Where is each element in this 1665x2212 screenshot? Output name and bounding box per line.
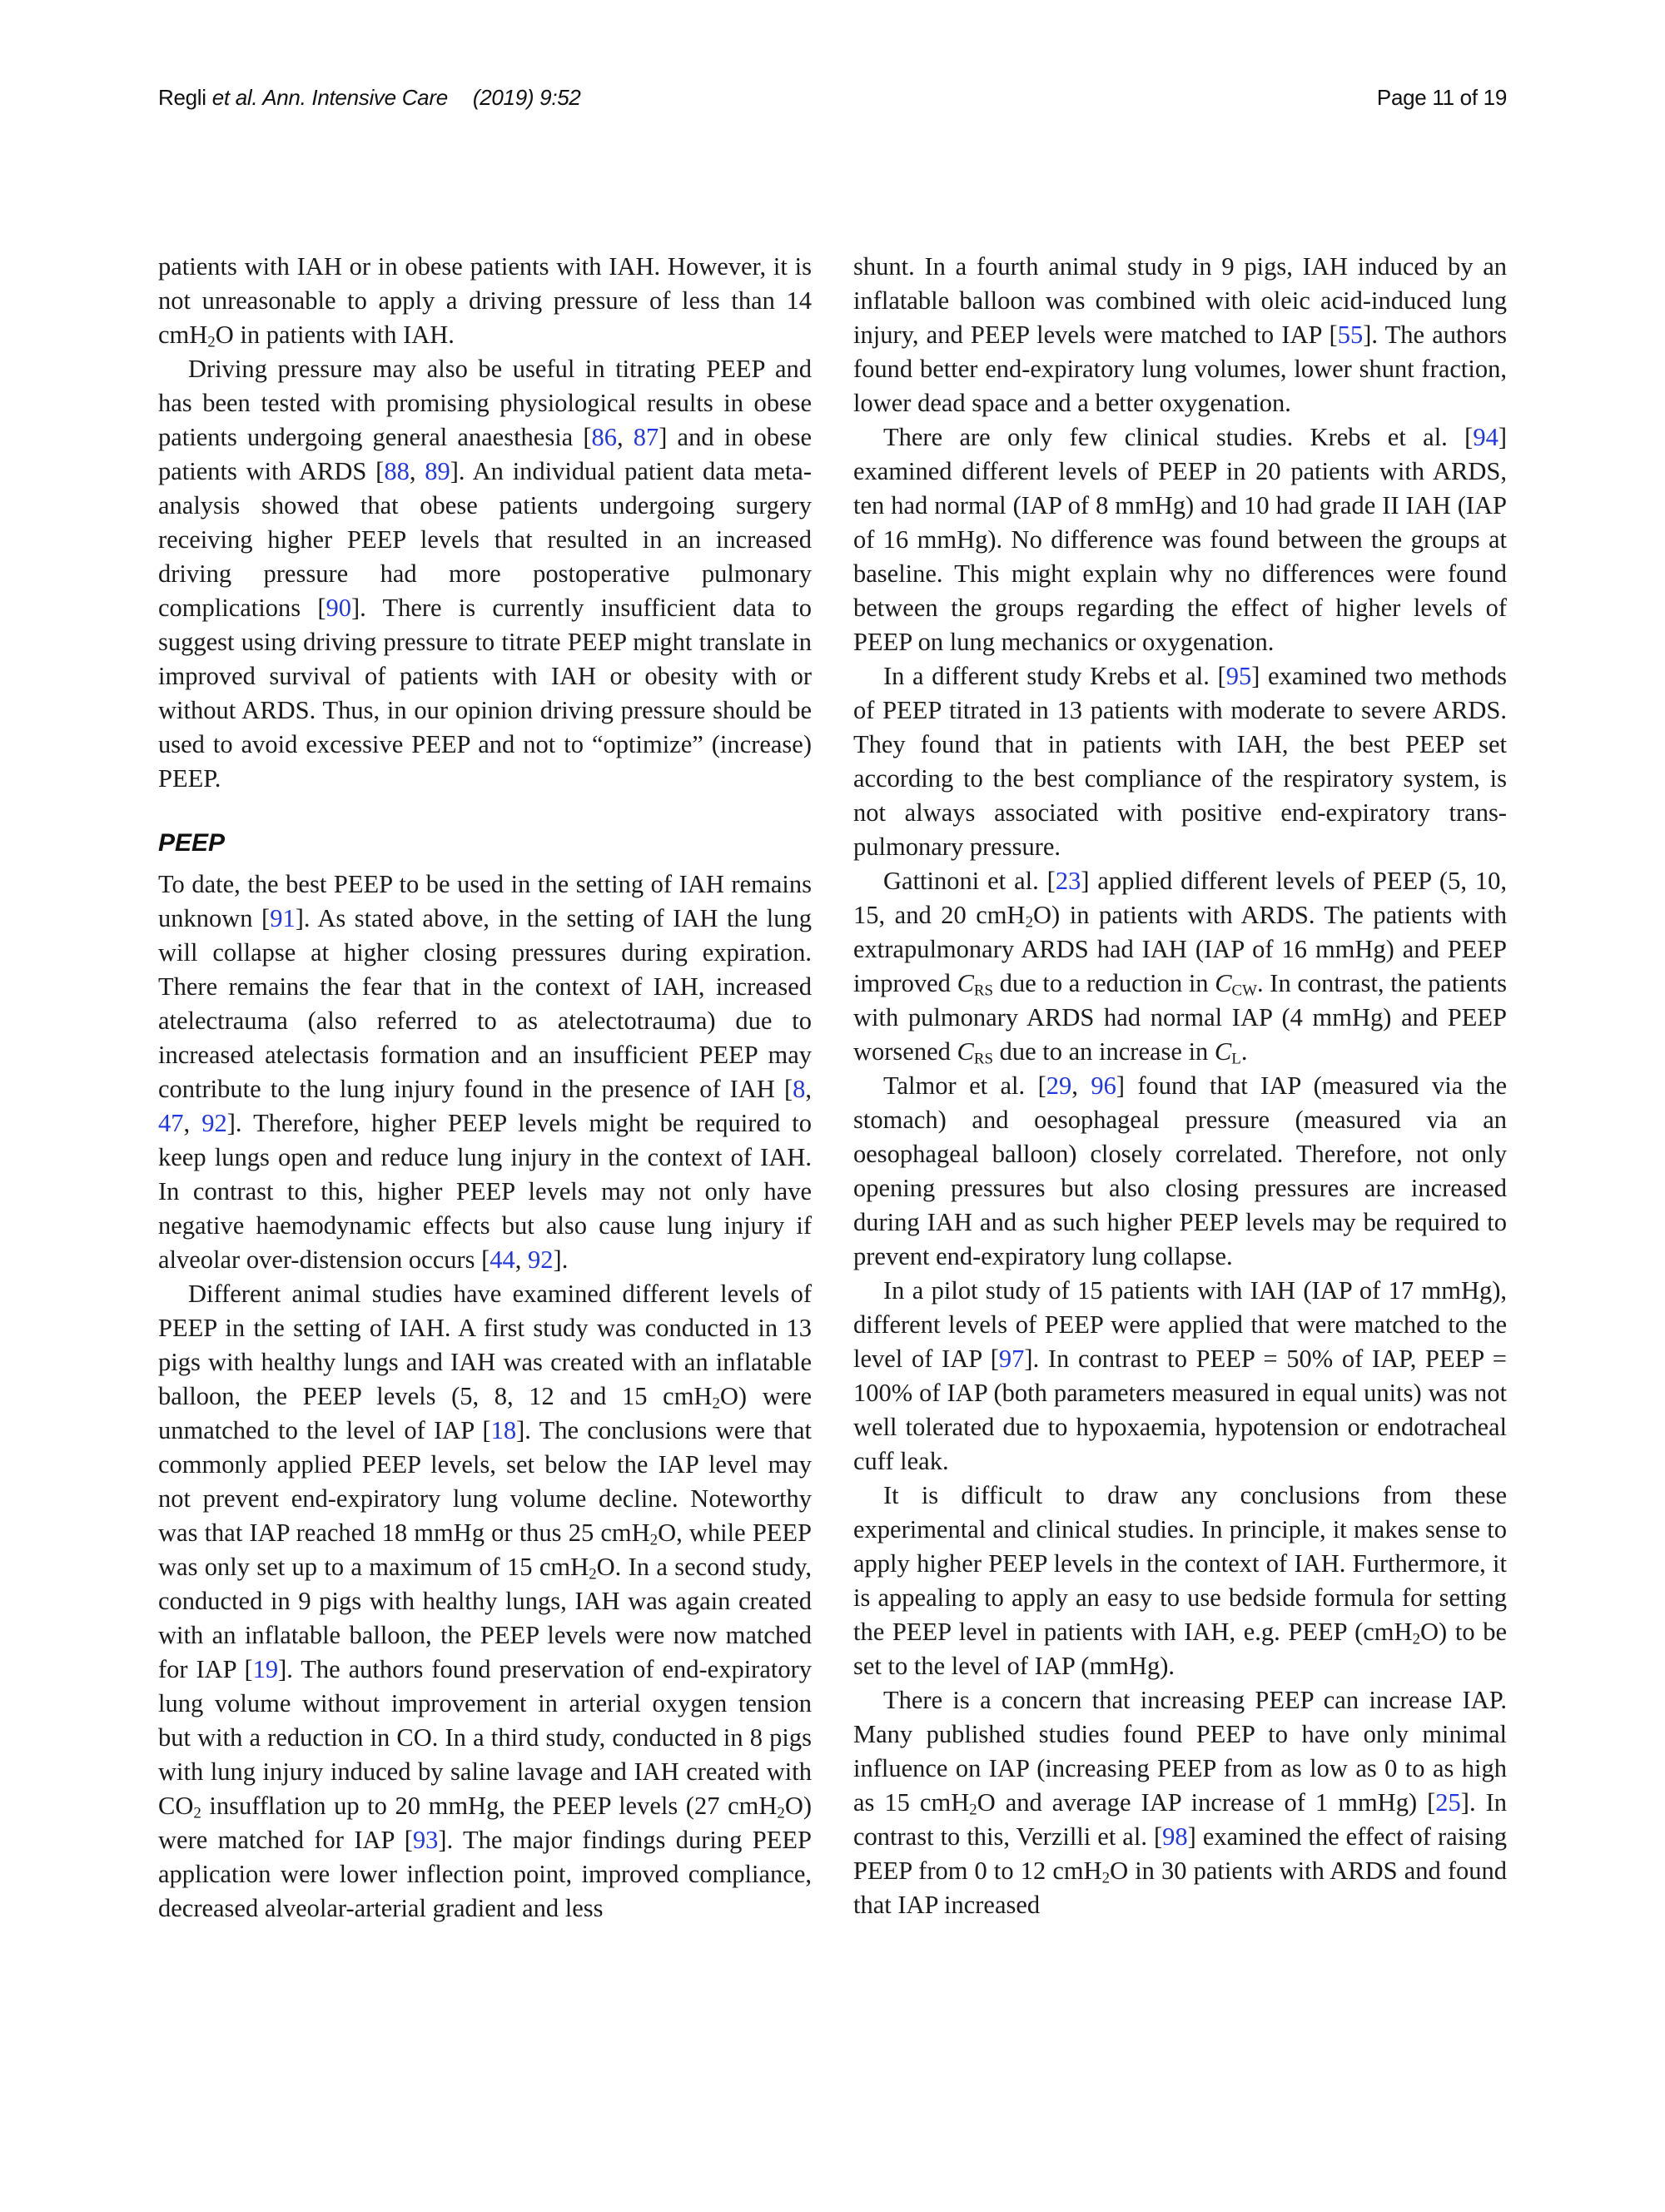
text-run: ]. bbox=[553, 1245, 569, 1274]
text-run: There are only few clinical studies. Krebs et al. [ bbox=[883, 423, 1474, 451]
subscript-text: L bbox=[1231, 1050, 1241, 1068]
citation-link[interactable]: 96 bbox=[1091, 1071, 1116, 1100]
text-run: shunt. In a fourth animal study in 9 pigs, IAH induced by an inflatable balloon was combined with oleic acid-induced lung injury, and PEEP levels were matched to IAP [ bbox=[853, 252, 1507, 349]
subscript-text: 2 bbox=[969, 1801, 977, 1819]
text-run: , bbox=[617, 423, 634, 451]
text-run: O, while PEEP was only set up to a maximum of 15 cmH bbox=[158, 1519, 812, 1581]
paragraph bbox=[158, 867, 812, 1277]
variable-symbol: C bbox=[957, 1037, 974, 1066]
text-run: O) in patients with ARDS. The patients with extrapulmonary ARDS had IAH (IAP of 16 mmHg) and PEEP improved bbox=[853, 901, 1507, 997]
subscript-text: 2 bbox=[193, 1804, 201, 1822]
text-run: ]. The authors found preservation of end-expiratory lung volume without improvement in arterial oxygen tension but with a reduction in CO. In a third study, conducted in 8 pigs with lung injury induced by saline lavage and IAH created with CO bbox=[158, 1655, 812, 1820]
text-run: O) were matched for IAP [ bbox=[158, 1792, 812, 1854]
subscript-text: 2 bbox=[589, 1565, 597, 1583]
paragraph bbox=[853, 250, 1507, 420]
citation-link[interactable]: 91 bbox=[270, 904, 296, 932]
subscript-text: 2 bbox=[1101, 1869, 1111, 1887]
journal-title: et al. Ann. Intensive Care bbox=[211, 85, 448, 110]
citation-link[interactable]: 98 bbox=[1162, 1822, 1188, 1851]
page-number: Page 11 of 19 bbox=[1376, 85, 1507, 110]
citation-link[interactable]: 47 bbox=[158, 1109, 184, 1137]
text-run: There is a concern that increasing PEEP can increase IAP. Many published studies found PEEP to have only minimal influence on IAP (increasing PEEP from as low as 0 to as high as 15 cmH bbox=[853, 1686, 1507, 1817]
citation-link[interactable]: 55 bbox=[1337, 321, 1364, 349]
citation-link[interactable]: 94 bbox=[1473, 423, 1498, 451]
text-run: , bbox=[183, 1109, 202, 1137]
paragraph bbox=[853, 864, 1507, 1069]
citation-link[interactable]: 44 bbox=[490, 1245, 515, 1274]
citation-link[interactable]: 89 bbox=[425, 457, 450, 485]
running-header bbox=[158, 85, 1507, 111]
text-run: It is difficult to draw any conclusions from these experimental and clinical studies. In principle, it makes sense to apply higher PEEP levels in the context of IAH. Furthermore, it is appealing to apply an easy to use bedside formula for setting the PEEP level in patients with IAH, e.g. PEEP (cmH bbox=[853, 1481, 1507, 1646]
text-run: O in 30 patients with ARDS and found that IAP increased bbox=[853, 1857, 1507, 1919]
text-run: ]. An individual patient data meta-analysis showed that obese patients undergoing surgery receiving higher PEEP levels that resulted in an increased driving pressure had more postoperative pulmonary complications [ bbox=[158, 457, 812, 622]
text-run: Driving pressure may also be useful in titrating PEEP and has been tested with promising physiological results in obese patients undergoing general anaesthesia [ bbox=[158, 355, 812, 451]
text-run: insufflation up to 20 mmHg, the PEEP levels (27 cmH bbox=[201, 1792, 778, 1820]
journal-citation bbox=[158, 85, 581, 111]
citation-link[interactable]: 88 bbox=[384, 457, 410, 485]
section-heading: PEEP bbox=[158, 829, 226, 857]
subscript-text: 2 bbox=[777, 1804, 785, 1822]
text-run: ] and in obese patients with ARDS [ bbox=[158, 423, 812, 485]
citation-link[interactable]: 23 bbox=[1055, 867, 1081, 895]
text-run: ]. As stated above, in the setting of IAH the lung will collapse at higher closing pressures during expiration. There remains the fear that in the context of IAH, increased atelectrauma (also referred to as atelectotrauma) due to increased atelectasis formation and an insufficient PEEP may contribute to the lung injury found in the presence of IAH [ bbox=[158, 904, 812, 1103]
citation-link[interactable]: 93 bbox=[412, 1826, 439, 1854]
text-run: Different animal studies have examined different levels of PEEP in the setting of IAH. A first study was conducted in 13 pigs with healthy lungs and IAH was created with an inflatable balloon, the PEEP levels (5, 8, 12 and 15 cmH bbox=[158, 1280, 812, 1410]
article-body bbox=[158, 250, 1507, 1926]
text-run: O) were unmatched to the level of IAP [ bbox=[158, 1382, 812, 1444]
text-run: , bbox=[409, 457, 425, 485]
subscript-text: RS bbox=[973, 1050, 993, 1068]
text-run: Talmor et al. [ bbox=[883, 1071, 1046, 1100]
text-run: To date, the best PEEP to be used in the setting of IAH remains unknown [ bbox=[158, 870, 812, 932]
subscript-text: 2 bbox=[1025, 913, 1034, 932]
paragraph bbox=[158, 1277, 812, 1926]
text-run: ] found that IAP (measured via the stomach) and oesophageal pressure (measured via an oesophageal balloon) closely correlated. Therefore, not only opening pressures but also closing pressures are increased during IAH and as such higher PEEP levels may be required to prevent end-expiratory lung collapse. bbox=[853, 1071, 1508, 1270]
citation-link[interactable]: 97 bbox=[998, 1345, 1025, 1373]
paragraph bbox=[853, 1274, 1507, 1479]
citation-link[interactable]: 95 bbox=[1225, 662, 1252, 690]
text-run: , bbox=[1071, 1071, 1091, 1100]
author-name: Regli bbox=[158, 85, 212, 110]
subscript-text: 2 bbox=[712, 1394, 720, 1413]
text-run: ] examined different levels of PEEP in 20 patients with ARDS, ten had normal (IAP of 8 mmHg) and 10 had grade II IAH (IAP of 16 mmHg). No difference was found between the groups at baseline. This might explain why no differences were found between the groups regarding the effect of higher levels of PEEP on lung mechanics or oxygenation. bbox=[853, 423, 1507, 656]
subscript-text: 2 bbox=[1412, 1630, 1421, 1648]
paragraph bbox=[853, 1479, 1507, 1683]
paragraph bbox=[853, 1069, 1507, 1274]
volume-info: (2019) 9:52 bbox=[472, 85, 581, 110]
column-right bbox=[853, 250, 1507, 1926]
variable-symbol: C bbox=[1215, 969, 1232, 997]
paragraph bbox=[853, 659, 1507, 864]
text-run: ]. The authors found better end-expiratory lung volumes, lower shunt fraction, lower dead space and a better oxygenation. bbox=[853, 321, 1507, 417]
text-run: O in patients with IAH. bbox=[215, 321, 455, 349]
text-run: . In contrast, the patients with pulmonary ARDS had normal IAP (4 mmHg) and PEEP worsened bbox=[853, 969, 1507, 1066]
text-run: , bbox=[514, 1245, 529, 1274]
text-run: ]. There is currently insufficient data to suggest using driving pressure to titrate PEEP might translate in improved survival of patients with IAH or obesity with or without ARDS. Thus, in our opinion driving pressure should be used to avoid excessive PEEP and not to “optimize” (increase) PEEP. bbox=[158, 594, 812, 793]
text-run: ]. In contrast to PEEP = 50% of IAP, PEEP = 100% of IAP (both parameters measured in equal units) was not well tolerated due to hypoxaemia, hypotension or endotracheal cuff leak. bbox=[853, 1345, 1507, 1475]
column-left bbox=[158, 250, 812, 1926]
subscript-text: CW bbox=[1231, 982, 1258, 1000]
text-run: ]. The major findings during PEEP application were lower inflection point, improved compliance, decreased alveolar-arterial gradient and less bbox=[158, 1826, 812, 1922]
variable-symbol: C bbox=[1214, 1037, 1232, 1066]
text-run: ] examined two methods of PEEP titrated in 13 patients with moderate to severe ARDS. They found that in patients with IAH, the best PEEP set according to the best compliance of the respiratory system, is not always associated with positive end-expiratory trans-pulmonary pressure. bbox=[853, 662, 1508, 861]
text-run: Gattinoni et al. [ bbox=[883, 867, 1056, 895]
citation-link[interactable]: 8 bbox=[793, 1075, 806, 1103]
text-run: patients with IAH or in obese patients with IAH. However, it is not unreasonable to apply a driving pressure of less than 14 cmH bbox=[158, 252, 812, 349]
paragraph bbox=[853, 1683, 1507, 1922]
subscript-text: 2 bbox=[207, 333, 216, 351]
text-run: ] applied different levels of PEEP (5, 10, 15, and 20 cmH bbox=[853, 867, 1507, 929]
paragraph bbox=[158, 250, 812, 352]
text-run: due to an increase in bbox=[993, 1037, 1215, 1066]
text-run: . bbox=[1240, 1037, 1248, 1066]
text-run: O and average IAP increase of 1 mmHg) [ bbox=[977, 1788, 1436, 1817]
text-run: due to a reduction in bbox=[993, 969, 1215, 997]
citation-link[interactable]: 87 bbox=[633, 423, 659, 451]
text-run: ]. In contrast to this, Verzilli et al. [ bbox=[853, 1788, 1507, 1851]
text-run: O. In a second study, conducted in 9 pigs with healthy lungs, IAH was again created with an inflatable balloon, the PEEP levels were now matched for IAP [ bbox=[158, 1553, 812, 1683]
variable-symbol: C bbox=[957, 969, 974, 997]
paragraph bbox=[158, 352, 812, 796]
citation-link[interactable]: 86 bbox=[591, 423, 617, 451]
subscript-text: 2 bbox=[649, 1531, 659, 1549]
citation-link[interactable]: 19 bbox=[252, 1655, 279, 1683]
subscript-text: RS bbox=[973, 982, 994, 1000]
citation-link[interactable]: 92 bbox=[528, 1245, 554, 1274]
text-run: ]. The conclusions were that commonly applied PEEP levels, set below the IAP level may not prevent end-expiratory lung volume decline. Noteworthy was that IAP reached 18 mmHg or thus 25 cmH bbox=[158, 1416, 812, 1547]
citation-link[interactable]: 29 bbox=[1046, 1071, 1072, 1100]
citation-link[interactable]: 90 bbox=[326, 594, 351, 622]
text-run: ] examined the effect of raising PEEP from 0 to 12 cmH bbox=[853, 1822, 1507, 1885]
citation-link[interactable]: 25 bbox=[1435, 1788, 1461, 1817]
text-run: , bbox=[805, 1075, 812, 1103]
paragraph bbox=[853, 420, 1507, 659]
citation-link[interactable]: 18 bbox=[490, 1416, 517, 1444]
text-run: In a pilot study of 15 patients with IAH (IAP of 17 mmHg), different levels of PEEP were applied that were matched to the level of IAP [ bbox=[853, 1276, 1507, 1373]
text-run: O) to be set to the level of IAP (mmHg). bbox=[853, 1618, 1507, 1680]
text-run: In a different study Krebs et al. [ bbox=[883, 662, 1226, 690]
text-run: ]. Therefore, higher PEEP levels might be required to keep lungs open and reduce lung injury in the context of IAH. In contrast to this, higher PEEP levels may not only have negative haemodynamic effects but also cause lung injury if alveolar over-distension occurs [ bbox=[158, 1109, 813, 1274]
citation-link[interactable]: 92 bbox=[201, 1109, 227, 1137]
